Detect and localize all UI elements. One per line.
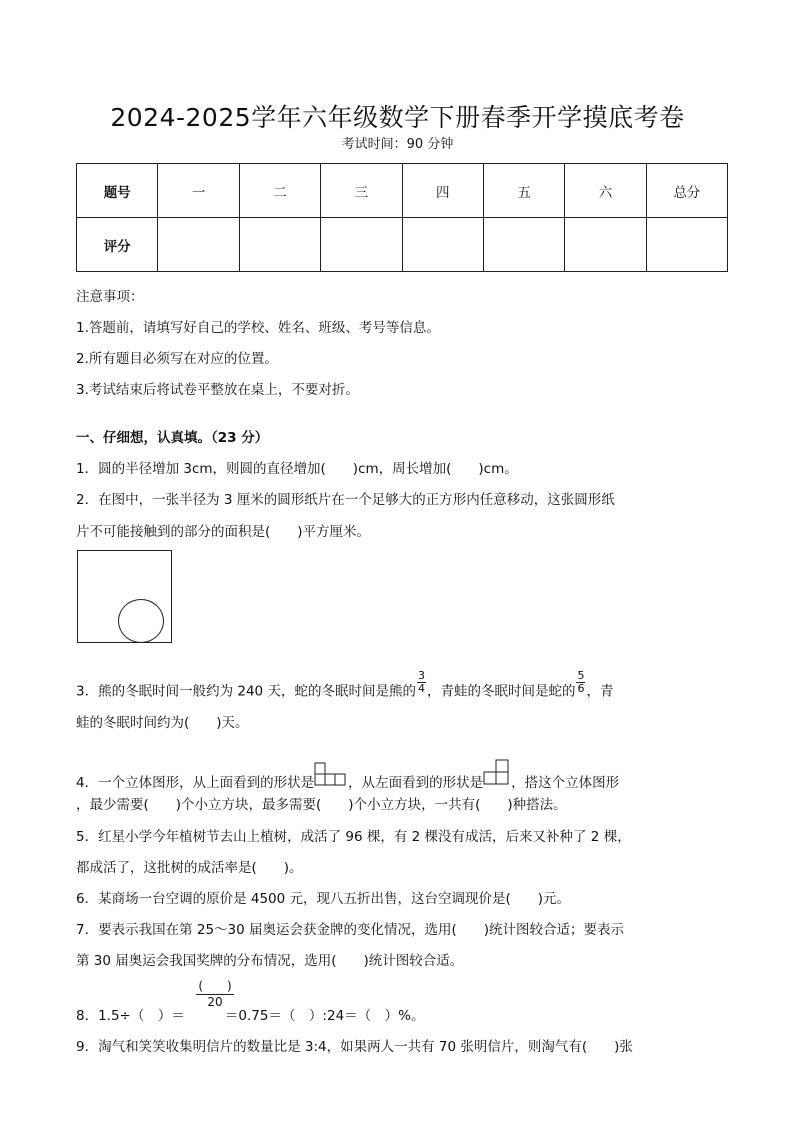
score-table-score-row bbox=[77, 218, 728, 272]
score-row-label: 评分 bbox=[77, 218, 158, 272]
question-3-text-b: ，青蛙的冬眠时间是蛇的 bbox=[426, 683, 576, 700]
question-6: 6．某商场一台空调的原价是 4500 元，现八五折出售，这台空调现价是( )元。 bbox=[76, 891, 571, 907]
question-4-line-1 bbox=[76, 761, 619, 791]
question-3-text-a: 3．熊的冬眠时间一般约为 240 天，蛇的冬眠时间是熊的 bbox=[76, 683, 416, 700]
header-cell-question-no: 题号 bbox=[77, 164, 158, 218]
score-table-header-row bbox=[77, 164, 728, 218]
question-4-text-b: ，从左面看到的形状是 bbox=[348, 775, 484, 791]
fraction-numerator-blank: ( ) bbox=[196, 979, 234, 995]
score-cell[interactable] bbox=[158, 218, 239, 272]
question-2-line-1: 2．在图中，一张半径为 3 厘米的圆形纸片在一个足够大的正方形内任意移动，这张圆形纸 bbox=[76, 492, 615, 508]
section-heading: 一、仔细想，认真填。（23 分） bbox=[76, 430, 269, 446]
question-9: 9．淘气和笑笑收集明信片的数量比是 3:4，如果两人一共有 70 张明信片，则淘气有( )张 bbox=[76, 1039, 633, 1055]
top-view-shape-icon bbox=[314, 760, 348, 788]
question-7-line-1: 7．要表示我国在第 25～30 届奥运会获金牌的变化情况，选用( )统计图较合适；要表示 bbox=[76, 922, 625, 938]
score-cell[interactable] bbox=[321, 218, 402, 272]
question-8 bbox=[76, 1004, 425, 1024]
score-table bbox=[76, 163, 728, 272]
exam-title: 2024-2025学年六年级数学下册春季开学摸底考卷 bbox=[110, 103, 685, 132]
header-cell-1: 一 bbox=[158, 164, 239, 218]
score-cell[interactable] bbox=[402, 218, 483, 272]
score-cell[interactable] bbox=[483, 218, 564, 272]
question-3-text-c: ，青 bbox=[586, 683, 614, 700]
question-4-text-c: ，搭这个立体图形 bbox=[511, 775, 620, 791]
question-4-text-a: 4．一个立体图形，从上面看到的形状是 bbox=[76, 775, 315, 791]
question-3-line-1 bbox=[76, 669, 614, 704]
note-item-2: 2.所有题目必须写在对应的位置。 bbox=[76, 351, 278, 367]
header-cell-3: 三 bbox=[321, 164, 402, 218]
header-cell-6: 六 bbox=[565, 164, 646, 218]
left-view-shape-icon bbox=[483, 758, 511, 788]
score-cell[interactable] bbox=[565, 218, 646, 272]
header-cell-5: 五 bbox=[483, 164, 564, 218]
score-cell[interactable] bbox=[239, 218, 320, 272]
fraction-denominator: 20 bbox=[207, 995, 223, 1009]
question-7-line-2: 第 30 届奥运会我国奖牌的分布情况，选用( )统计图较合适。 bbox=[76, 953, 464, 969]
notes-heading: 注意事项： bbox=[76, 289, 144, 305]
header-cell-total: 总分 bbox=[646, 164, 727, 218]
question-8-text-b: ＝0.75＝（ ）:24＝（ ）%。 bbox=[224, 1008, 425, 1024]
question-3-line-2: 蛙的冬眠时间约为( )天。 bbox=[76, 715, 249, 731]
question-2-line-2: 片不可能接触到的部分的面积是( )平方厘米。 bbox=[76, 524, 371, 540]
exam-duration: 考试时间：90 分钟 bbox=[341, 137, 454, 152]
question-4-line-2: ，最少需要( )个小立方块，最多需要( )个小立方块，一共有( )种搭法。 bbox=[76, 797, 567, 813]
header-cell-2: 二 bbox=[239, 164, 320, 218]
note-item-3: 3.考试结束后将试卷平整放在桌上，不要对折。 bbox=[76, 382, 359, 398]
question-8-text-a: 8．1.5÷（ ）＝ bbox=[76, 1008, 185, 1024]
score-cell[interactable] bbox=[646, 218, 727, 272]
question-1: 1．圆的半径增加 3cm，则圆的直径增加( )cm，周长增加( )cm。 bbox=[76, 461, 518, 477]
question-5-line-2: 都成活了，这批树的成活率是( )。 bbox=[76, 860, 303, 876]
note-item-1: 1.答题前，请填写好自己的学校、姓名、班级、考号等信息。 bbox=[76, 320, 440, 336]
header-cell-4: 四 bbox=[402, 164, 483, 218]
fraction-three-quarters: $\frac{3}{4}$ bbox=[417, 669, 425, 695]
fraction-five-sixths: $\frac{5}{6}$ bbox=[577, 669, 585, 695]
circle-figure bbox=[118, 599, 164, 643]
question-5-line-1: 5．红星小学今年植树节去山上植树，成活了 96 棵，有 2 棵没有成活，后来又补种了 2 棵， bbox=[76, 829, 631, 845]
